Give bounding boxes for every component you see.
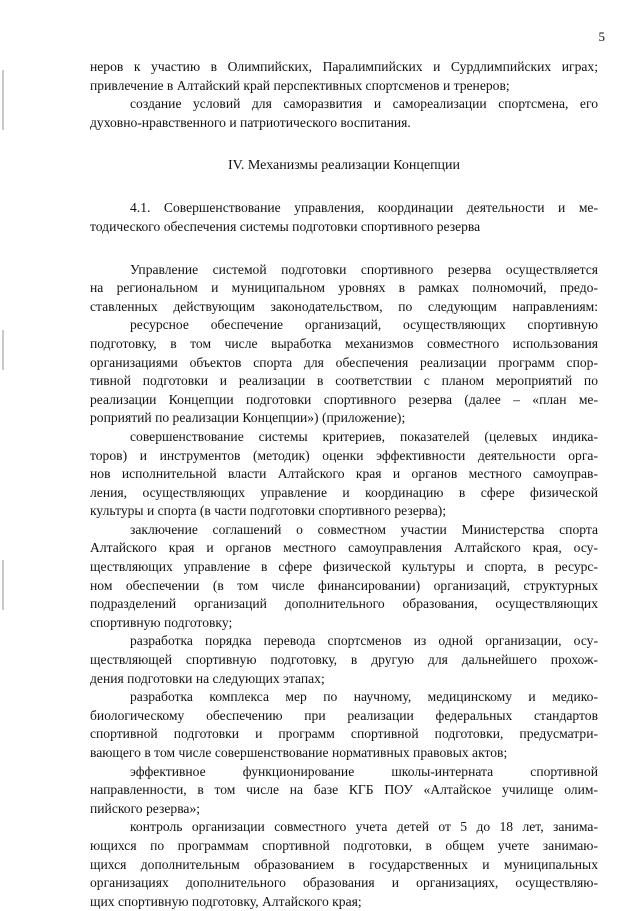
- text-line: ления, осуществляющих управление и координацию в сфере физической: [90, 484, 598, 500]
- main-text: [90, 261, 598, 911]
- section-heading: IV. Механизмы реализации Концепции: [227, 158, 461, 174]
- text-line: на региональном и муниципальном уровнях в рамках полномочий, предо-: [90, 280, 598, 296]
- text-line: роприятий по реализации Концепции») (приложение);: [90, 410, 406, 426]
- text-line: ющихся по программам спортивной подготовки, в общем учете занимаю-: [90, 837, 598, 853]
- text-line: Управление системой подготовки спортивного резерва осуществляется: [130, 261, 598, 277]
- text-line: реализации Концепции подготовки спортивного резерва (далее – «план ме-: [90, 391, 598, 407]
- text-line: спортивной подготовки и программ спортивной подготовки, предусматри-: [90, 726, 598, 742]
- text-line: духовно-нравственного и патриотического воспитания.: [90, 114, 411, 130]
- text-line: ном обеспечении (в том числе финансировании) организаций, структурных: [90, 577, 598, 593]
- text-line: ществляющей спортивную подготовку, в другую для дальнейшего прохож-: [90, 652, 598, 668]
- text-line: Алтайского края и органов местного самоуправления Алтайского края, осу-: [90, 540, 598, 556]
- text-line: ществляющих управление в сфере физической культуры и спорта, в ресурс-: [90, 559, 598, 575]
- text-line: щих спортивную подготовку, Алтайского края;: [90, 893, 362, 909]
- text-line: спортивную подготовку;: [90, 614, 233, 630]
- text-line: разработка порядка перевода спортсменов из одной организации, осу-: [130, 633, 598, 649]
- text-line: создание условий для саморазвития и самореализации спортсмена, его: [130, 96, 598, 112]
- scan-edge-mark: [2, 70, 4, 130]
- subsection-heading: [90, 199, 598, 236]
- text-line: организациями объектов спорта для обеспечения реализации программ спор-: [90, 354, 598, 370]
- text-line: торов) и инструментов (методик) оценки эффективности деятельности орга-: [90, 447, 598, 463]
- text-line: ставленных действующим законодательством, по следующим направлениям:: [90, 298, 598, 314]
- text-line: разработка комплекса мер по научному, медицинскому и медико-: [130, 689, 598, 705]
- text-line: направленности, в том числе на базе КГБ ПОУ «Алтайское училище олим-: [90, 782, 598, 798]
- document-body: [90, 58, 598, 911]
- text-line: вающего в том числе совершенствование нормативных правовых актов;: [90, 745, 508, 760]
- intro-paragraphs: [90, 58, 598, 132]
- subsection-heading-line: тодического обеспечения системы подготовки спортивного резерва: [90, 218, 481, 234]
- text-line: контроль организации совместного учета детей от 5 до 18 лет, занима-: [130, 819, 598, 835]
- text-line: ресурсное обеспечение организаций, осуществляющих спортивную: [130, 317, 598, 333]
- text-line: тивной подготовки и реализации в соответствии с планом мероприятий по: [90, 373, 598, 389]
- text-line: подразделений организаций дополнительного образования, осуществляющих: [90, 596, 598, 612]
- text-line: биологическому обеспечению при реализации федеральных стандартов: [90, 707, 598, 723]
- text-line: совершенствование системы критериев, показателей (целевых индика-: [130, 428, 598, 444]
- text-line: подготовку, в том числе выработка механизмов совместного использования: [90, 335, 598, 351]
- text-line: привлечение в Алтайский край перспективных спортсменов и тренеров;: [90, 77, 510, 93]
- text-line: организациях дополнительного образования и организациях, осуществляю-: [90, 875, 598, 891]
- text-line: пийского резерва»;: [90, 800, 201, 816]
- text-line: неров к участию в Олимпийских, Паралимпийских и Сурдлимпийских играх;: [90, 59, 598, 74]
- text-line: культуры и спорта (в части подготовки спортивного резерва);: [90, 503, 447, 519]
- subsection-heading-line: 4.1. Совершенствование управления, координации деятельности и ме-: [130, 200, 598, 216]
- text-line: щихся дополнительным образованием в государственных и муниципальных: [90, 856, 598, 872]
- scan-edge-mark: [2, 330, 4, 370]
- text-line: нов исполнительной власти Алтайского края и органов местного самоуправ-: [90, 466, 598, 482]
- scan-edge-mark: [2, 560, 4, 610]
- text-line: эффективное функционирование школы-интерната спортивной: [130, 763, 598, 779]
- page-number: 5: [598, 29, 605, 44]
- text-line: дения подготовки на следующих этапах;: [90, 670, 325, 686]
- text-line: заключение соглашений о совместном участии Министерства спорта: [130, 521, 598, 537]
